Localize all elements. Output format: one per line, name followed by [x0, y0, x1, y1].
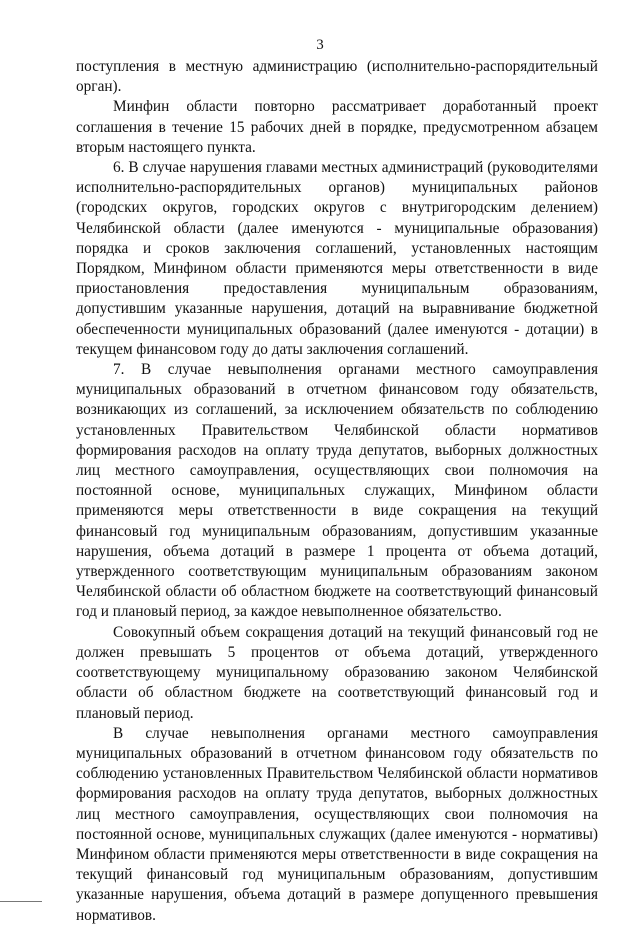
- scan-edge-mark: [0, 901, 42, 902]
- page-number: 3: [316, 37, 324, 53]
- paragraph-item-7: 7. В случае невыполнения органами местного самоуправления муниципальных образований в отчетном финансовом году обязательств, возникающих из соглашений, за исключением обязательств по соблюдению установленных Правительством Челябинской области нормативов формирования расходов на оплату труда депутатов, выборных должностных лиц местного самоуправления, осуществляющих свои полномочия на постоянной основе, муниципальных служащих, Минфином области применяются меры ответственности в виде сокращения на текущий финансовый год муниципальным образованиям, допустившим указанные нарушения, объема дотаций в размере 1 процента от объема дотаций, утвержденного соответствующим муниципальным образованиям законом Челябинской области об областном бюджете на соответствующий финансовый год и плановый период, за каждое невыполненное обязательство.: [76, 361, 598, 621]
- paragraph-item-6: 6. В случае нарушения главами местных администраций (руководителями исполнительно-распорядительных органов) муниципальных районов (городских округов, городских округов с внутригородским делением) Челябинской области (далее именуются - муниципальные образования) порядка и сроков заключения соглашений, установленных настоящим Порядком, Минфином области применяются меры ответственности в виде приостановления предоставления муниципальным образованиям, допустившим указанные нарушения, дотаций на выравнивание бюджетной обеспеченности муниципальных образований (далее именуются - дотации) в текущем финансовом году до даты заключения соглашений.: [76, 159, 598, 358]
- paragraph-reduction-limit: Совокупный объем сокращения дотаций на текущий финансовый год не должен превышать 5 процентов от объема дотаций, утвержденного соответствующему муниципальному образованию законом Челябинской области об областном бюджете на соответствующий финансовый год и плановый период.: [76, 623, 598, 722]
- paragraph-norms-violation: В случае невыполнения органами местного самоуправления муниципальных образований в отчетном финансовом году обязательств по соблюдению установленных Правительством Челябинской области нормативов формирования расходов на оплату труда депутатов, выборных должностных лиц местного самоуправления, осуществляющих свои полномочия на постоянной основе, муниципальных служащих (далее именуются - нормативы) Минфином области применяются меры ответственности в виде сокращения на текущий финансовый год муниципальным образованиям, допустившим указанные нарушения, объема дотаций в размере допущенного превышения нормативов.: [76, 724, 598, 924]
- paragraph-review-term: Минфин области повторно рассматривает доработанный проект соглашения в течение 15 рабочих дней в порядке, предусмотренном абзацем вторым настоящего пункта.: [76, 98, 598, 156]
- document-body: [76, 57, 598, 926]
- paragraph-continuation: поступления в местную администрацию (исполнительно-распорядительный орган).: [76, 58, 598, 96]
